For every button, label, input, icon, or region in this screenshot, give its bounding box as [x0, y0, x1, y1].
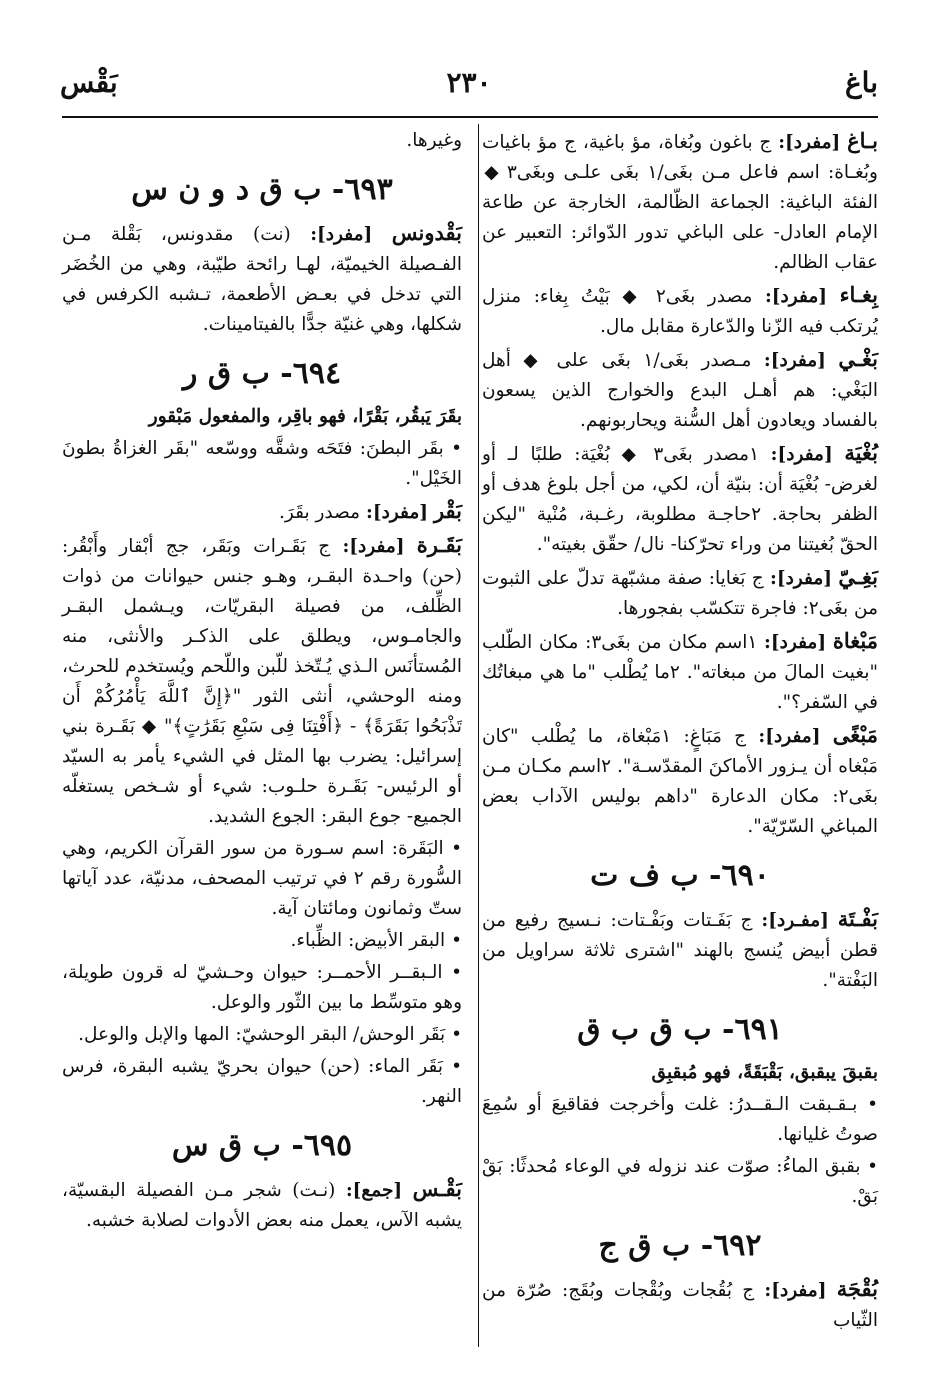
- entry-pos-tag: [جمع]:: [345, 1180, 403, 1201]
- section-heading: ٦٩٥- ب ق س: [171, 1128, 353, 1163]
- entry-pos-tag: [مفرد]:: [778, 132, 841, 153]
- entry-definition: ج بُقُجات وبُقْجات وبُقَج: صُرّة من الثّياب: [482, 1280, 878, 1331]
- entry-definition: ج بَغايا: صفة مشبّهة تدلّ على الثبوت من بغَى٢: فاجرة تتكسّب بفجورها.: [482, 568, 878, 619]
- entry-definition: مـصدر بغَى/١ بغَى على ◆ أهل البَغْي: هم أهـل البدع والخوارج الذين يسعون بالفساد ويعادون أهل السُّنة ويحاربونهم.: [482, 350, 878, 431]
- dictionary-entry: [482, 344, 878, 436]
- sub-entry: • بقَر البطنَ: فتَحَه وشقَّه ووسّعه "بقَر الغزاةُ بطونَ الخَيْل".: [62, 438, 462, 489]
- left-column: [62, 126, 462, 1238]
- section-heading: ٦٩٣- ب ق د و ن س: [131, 172, 393, 207]
- section-heading: ٦٩٢- ب ق ج: [598, 1228, 762, 1263]
- page-header: [60, 56, 878, 106]
- entry-pos-tag: [مفـرد]:: [761, 910, 829, 931]
- entry-definition: مصدر بقَرَ.: [279, 502, 361, 523]
- entry-definition: ج باغون وبُغاة، مؤ باغية، ج مؤ باغيات وبُغـاة: اسم فاعل مـن بغَى/١ بغَى علـى وبغَى٣ ◆ الفئة الباغية: الجماعة الظّالمة، الخارجة عن طاعة الإمام العادل- على الباغي تدور الدّوائر: التعبير عن عقاب الظالم.: [482, 132, 878, 273]
- entry-headword: بـاغ: [847, 128, 878, 153]
- header-last-word: بَقْس: [60, 66, 118, 99]
- dictionary-entry: [482, 720, 878, 842]
- page-number: ٢٣٠: [446, 66, 492, 99]
- entry-pos-tag: [مفرد]:: [310, 224, 373, 245]
- dictionary-entry: [62, 1174, 462, 1236]
- dictionary-entry: [62, 530, 462, 832]
- dictionary-entry: [482, 280, 878, 342]
- entry-definition: ج مَبَاغٍ: ١مَبْغاة، ما يُطْلب "كان مَبْغاه أن يـزور الأماكنَ المقدّسـة". ٢اسم مكـان مـن بغَى٢: مكان الدعارة "داهم بوليس الآداب بعض المباغي السّرّيّة".: [482, 726, 878, 837]
- entry-headword: بُقْجَة: [836, 1276, 878, 1301]
- entry-headword: بَغْـي: [838, 346, 879, 371]
- sub-entry: • الـبقــر الأحمــر: حيوان وحـشيّ له قرون طويلة، وهو متوسِّط ما بين الثّور والوعل.: [62, 962, 462, 1013]
- section-heading: ٦٩٤- ب ق ر: [182, 356, 342, 391]
- entry-pos-tag: [مفرد]:: [764, 1280, 827, 1301]
- entry-pos-tag: [مفرد]:: [342, 536, 405, 557]
- entry-definition: (نـت) شجر مـن الفصيلة البقسيّة، يشبه الآس، يعمل منه بعض الأدوات لصلابة خشبه.: [62, 1180, 462, 1231]
- dictionary-entry: [482, 1274, 878, 1336]
- dictionary-entry: [62, 496, 462, 528]
- continued-text: وغيرها.: [406, 130, 462, 151]
- dictionary-entry: [482, 562, 878, 624]
- sub-entry: • بقبق الماءُ: صوّت عند نزوله في الوعاء مُحدثًا: بَقْ بَقْ.: [482, 1156, 878, 1207]
- sub-entry: • بـقـبقت الـقــدرُ: غلت وأخرجت فقاقيعَ أو سُمِعَ صوتُ غليانها.: [482, 1094, 878, 1145]
- verb-conjugation-line: بقَرَ يَبقُر، بَقْرًا، فهو باقِر، والمفعول مَبْقور: [148, 406, 462, 427]
- dictionary-entry: [62, 218, 462, 340]
- entry-headword: مَبْغاة: [832, 628, 878, 653]
- right-column: [482, 126, 878, 1338]
- header-rule: [62, 116, 878, 118]
- entry-definition: ١اسم مكان من بغَى٣: مكان الطّلب "بغيت المالَ من مبغاته". ٢ما يُطْلب "ما هي مبغاتُك في السّفر؟".: [482, 632, 878, 713]
- dictionary-entry: [482, 438, 878, 560]
- column-divider: [478, 124, 479, 1347]
- sub-entry: • بَقَر الماء: (حن) حيوان بحريّ يشبه البقرة، فرس النهر.: [62, 1056, 462, 1107]
- dictionary-entry: [482, 126, 878, 278]
- entry-headword: بَغِـيّ: [838, 564, 878, 589]
- entry-pos-tag: [مفرد]:: [365, 502, 429, 523]
- entry-headword: بَقَـرة: [416, 532, 462, 557]
- dictionary-entry: [482, 626, 878, 718]
- sub-entry: • البقر الأبيض: الظِّباء.: [290, 930, 462, 951]
- sub-entry: • بَقَر الوحش/ البقر الوحشيّ: المها والإبل والوعل.: [78, 1024, 462, 1045]
- entry-headword: بُغْيَة: [844, 440, 878, 465]
- entry-definition: مصدر بغَى٢ ◆ بَيْتُ بِغاء: منزل يُرتكب فيه الزّنا والدّعارة مقابل مال.: [482, 286, 878, 337]
- entry-pos-tag: [مفرد]:: [763, 350, 826, 371]
- section-heading: ٦٩٠- ب ف ت: [590, 858, 770, 893]
- verb-conjugation-line: بقبقَ يبقبق، بَقْبَقَةً، فهو مُبقبِق: [651, 1062, 878, 1083]
- entry-definition: (نت) مقدونس، بَقْلة مـن الفـصيلة الخيميّة، لهـا رائحة طيّبة، وهي من الخُضَر التي تدخل في بعـض الأطعمة، تـشبه الكرفس في شكلها، وهي غنيّة جدًّا بالفيتامينات.: [62, 224, 462, 335]
- entry-headword: بِغـاء: [839, 282, 878, 307]
- entry-pos-tag: [مفرد]:: [764, 286, 828, 307]
- entry-pos-tag: [مفرد]:: [769, 568, 833, 589]
- entry-headword: بَفْـتَة: [837, 906, 879, 931]
- entry-definition: ج بَقَـرات وبَقَر، جج أبْقار وأَبْقُر: (حن) واحـدة البقـر، وهـو جنس حيوانات من ذوات الظِّلف، من فصيلة البقريّات، ويـشمل البقـر والجامـوس، ويطلق على الذكـر والأنثى، منه المُستأنَس الـذي يُـتّخذ للّبن واللّحم ويُستخدم للحرث، ومنه الوحشي، أنثى الثور "﴿إِنَّ ٱللَّهَ يَأْمُرُكُمْ أَن تَذْبَحُوا بَقَرَةً﴾ - ﴿أَفْتِنَا فِى سَبْعِ بَقَرَٰتٍ﴾" ◆ بَقَـرة بني إسرائيل: يضرب بها المثل في الشيء يأمر به السيّد أو الرئيس- بَقَـرة حلـوب: شيء أو شـخص يستغلّه الجميع- جوع البقر: الجوع الشديد.: [62, 536, 462, 827]
- dictionary-entry: [482, 904, 878, 996]
- section-heading: ٦٩١- ب ق ب ق: [577, 1012, 783, 1047]
- entry-pos-tag: [مفرد]:: [764, 632, 827, 653]
- entry-headword: بَقْـس: [412, 1176, 462, 1201]
- header-first-word: باغ: [844, 66, 878, 99]
- entry-pos-tag: [مفرد]:: [758, 726, 821, 747]
- entry-headword: بَقْدونس: [391, 220, 462, 245]
- sub-entry: • البَقَرة: اسم سـورة من سور القرآن الكريم، وهي السُّورة رقم ٢ في ترتيب المصحف، مدنيّة، عدد آياتها ستّ وثمانون ومائتان آية.: [62, 838, 462, 919]
- entry-headword: بَقْر: [433, 498, 462, 523]
- entry-headword: مَبْغًى: [832, 722, 879, 747]
- entry-pos-tag: [مفرد]:: [770, 444, 833, 465]
- entry-definition: ١مصدر بغَى٣ ◆ بُغْيَة: طلبًا لـ أو لغرض- بُغْيَة أن: بنيّة أن، لكي، من أجل بلوغ هدف أو الظفر بحاجة. ٢حاجـة مطلوبة، رغـبة، مُنْية "ليكن الحقّ بُغيتنا من وراء تحرّكنا- نال/ حقّق بغيته".: [482, 444, 878, 555]
- entry-definition: ج بَفَـتات وبَفْـتات: نـسيج رفيع من قطن أبيض يُنسج بالهند "اشترى ثلاثة سراويل من البَفْتة".: [482, 910, 878, 991]
